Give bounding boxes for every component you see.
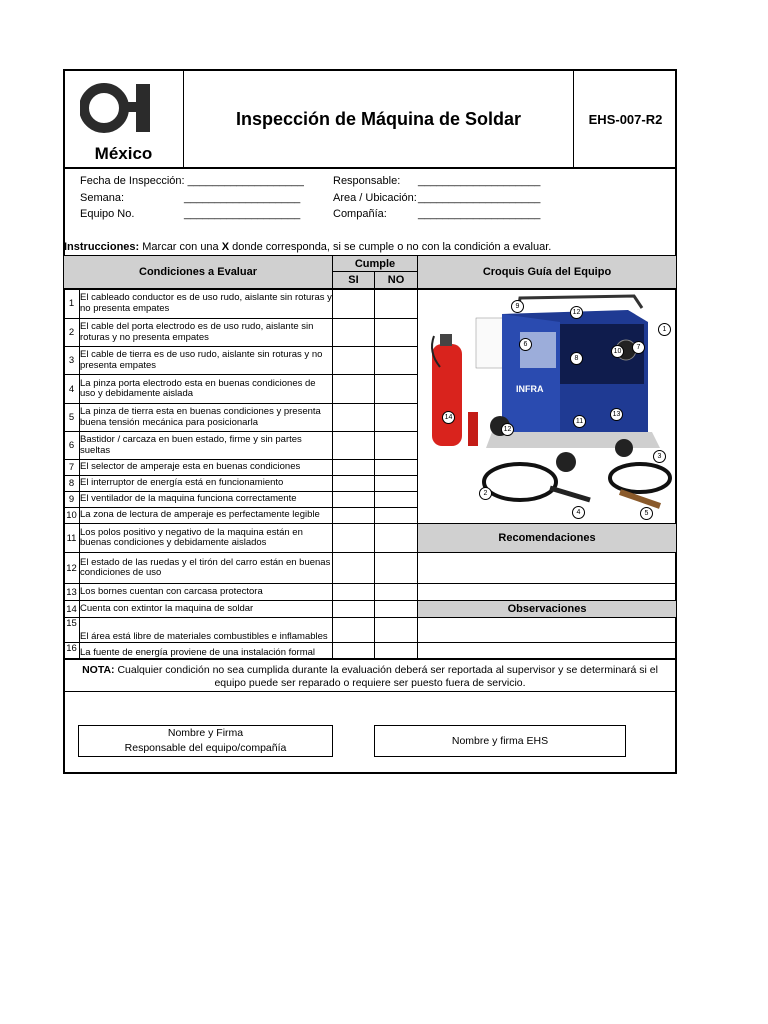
callout-10: 10 <box>611 345 624 358</box>
row-number: 1 <box>68 298 75 309</box>
condition-text: La zona de lectura de amperaje es perfectamente legible <box>80 509 320 521</box>
cond-col-line <box>332 256 333 659</box>
row-number: 15 <box>66 618 77 629</box>
row-number: 11 <box>66 532 77 544</box>
signature-box-ehs[interactable]: Nombre y firma EHS <box>374 725 626 757</box>
nota-label: NOTA: <box>82 664 115 676</box>
signature-left-line2: Responsable del equipo/compañía <box>124 742 287 754</box>
condition-text: La fuente de energía proviene de una instalación formal <box>80 646 316 658</box>
semana-label: Semana: <box>80 192 125 204</box>
callout-3: 3 <box>653 450 666 463</box>
instructions-text-a: Marcar con una <box>139 241 222 253</box>
area-label: Area / Ubicación: <box>333 192 417 204</box>
signature-box-responsable[interactable] <box>78 725 333 757</box>
callout-7: 7 <box>632 341 645 354</box>
row-number: 14 <box>66 603 77 615</box>
company-logo <box>80 80 156 136</box>
callout-8: 8 <box>570 352 583 365</box>
row-number: 16 <box>66 643 77 654</box>
condition-text: El selector de amperaje esta en buenas condiciones <box>80 461 301 473</box>
callout-12: 12 <box>570 306 583 319</box>
equipo-label: Equipo No. <box>80 208 135 220</box>
row-number: 6 <box>68 440 75 451</box>
condition-text: Bastidor / carcaza en buen estado, firme y sin partes sueltas <box>80 434 302 456</box>
condition-text: El ventilador de la maquina funciona correctamente <box>80 493 297 505</box>
form-code: EHS-007-R2 <box>588 111 663 127</box>
callout-2: 2 <box>479 487 492 500</box>
callout-11: 11 <box>573 415 586 428</box>
callout-13: 13 <box>610 408 623 421</box>
semana-field[interactable]: ___________________ <box>184 192 301 204</box>
fecha-field[interactable]: Fecha de Inspección: ___________________ <box>80 175 304 187</box>
condition-text: El cable de tierra es de uso rudo, aislante sin roturas y no presenta empates <box>80 349 323 371</box>
equipo-field[interactable]: ___________________ <box>184 208 301 220</box>
responsable-field[interactable]: ____________________ <box>418 175 541 187</box>
obs-top-line <box>418 600 677 601</box>
instructions-text-b: donde corresponda, si se cumple o no con la condición a evaluar. <box>229 241 552 253</box>
compania-field[interactable]: ____________________ <box>418 208 541 220</box>
machine-brand-label: INFRA <box>516 384 544 394</box>
nota-text <box>70 664 670 690</box>
callout-6: 6 <box>519 338 532 351</box>
callout-1: 1 <box>658 323 671 336</box>
condition-text: Cuenta con extintor la maquina de soldar <box>80 602 254 614</box>
col-no-header: NO <box>387 274 405 286</box>
callout-14: 14 <box>442 411 455 424</box>
welding-machine-illustration <box>420 292 676 522</box>
condition-text: El cable del porta electrodo es de uso rudo, aislante sin roturas y no presenta empates <box>80 321 314 343</box>
condition-text: Los polos positivo y negativo de la maquina están en buenas condiciones y debidamente aislados <box>80 526 303 548</box>
nota-body: Cualquier condición no sea cumplida durante la evaluación deberá ser reportada al supervisor y se determinará si el equipo puede ser reparado o requiere ser puesto fuera de servicio. <box>114 664 658 689</box>
row-number: 3 <box>68 355 75 366</box>
col-croquis-header: Croquis Guía del Equipo <box>482 266 612 278</box>
instructions <box>64 241 676 253</box>
callout-4: 4 <box>572 506 585 519</box>
callout-5: 5 <box>640 507 653 520</box>
instructions-x: X <box>221 241 230 253</box>
row-number: 10 <box>66 510 77 521</box>
row-number: 8 <box>68 478 75 489</box>
responsable-label: Responsable: <box>333 175 401 187</box>
country-label: México <box>94 144 153 163</box>
col-conditions-header: Condiciones a Evaluar <box>139 266 257 278</box>
callout-12b: 12 <box>501 423 514 436</box>
row-number: 12 <box>66 562 77 574</box>
condition-text: Los bornes cuentan con carcasa protectora <box>80 585 263 597</box>
instructions-label: Instrucciones: <box>64 241 140 253</box>
nota-bottom-line <box>63 691 677 692</box>
condition-text: El estado de las ruedas y el tirón del carro están en buenas condiciones de uso <box>80 556 331 578</box>
condition-text: El área está libre de materiales combustibles e inflamables <box>80 630 328 642</box>
condition-text: La pinza de tierra esta en buenas condiciones y presenta buena tensión mecánica para posicionarla <box>80 406 321 428</box>
row-number: 2 <box>68 327 75 338</box>
table-bottom-line <box>63 658 677 660</box>
callout-9: 9 <box>511 300 524 313</box>
row-number: 13 <box>66 586 77 598</box>
row-number: 5 <box>68 412 75 423</box>
compania-label: Compañía: <box>333 208 387 220</box>
col-cumple-header: Cumple <box>354 257 396 270</box>
row-number: 9 <box>68 494 75 505</box>
row-number: 7 <box>68 462 75 473</box>
row-number: 4 <box>68 383 75 395</box>
header-bottom-line <box>63 167 677 169</box>
condition-text: El cableado conductor es de uso rudo, aislante sin roturas y no presenta empates <box>80 292 332 314</box>
observaciones-header: Observaciones <box>418 601 676 617</box>
recomendaciones-header: Recomendaciones <box>418 524 676 552</box>
signature-left-line1: Nombre y Firma <box>167 727 244 739</box>
no-col-line <box>417 256 418 659</box>
col-si-header: SI <box>348 274 359 286</box>
area-field[interactable]: ____________________ <box>418 192 541 204</box>
condition-text: El interruptor de energía está en funcionamiento <box>80 477 284 489</box>
form-title: Inspección de Máquina de Soldar <box>235 108 522 129</box>
condition-text: La pinza porta electrodo esta en buenas condiciones de uso y debidamente aislada <box>80 377 316 399</box>
